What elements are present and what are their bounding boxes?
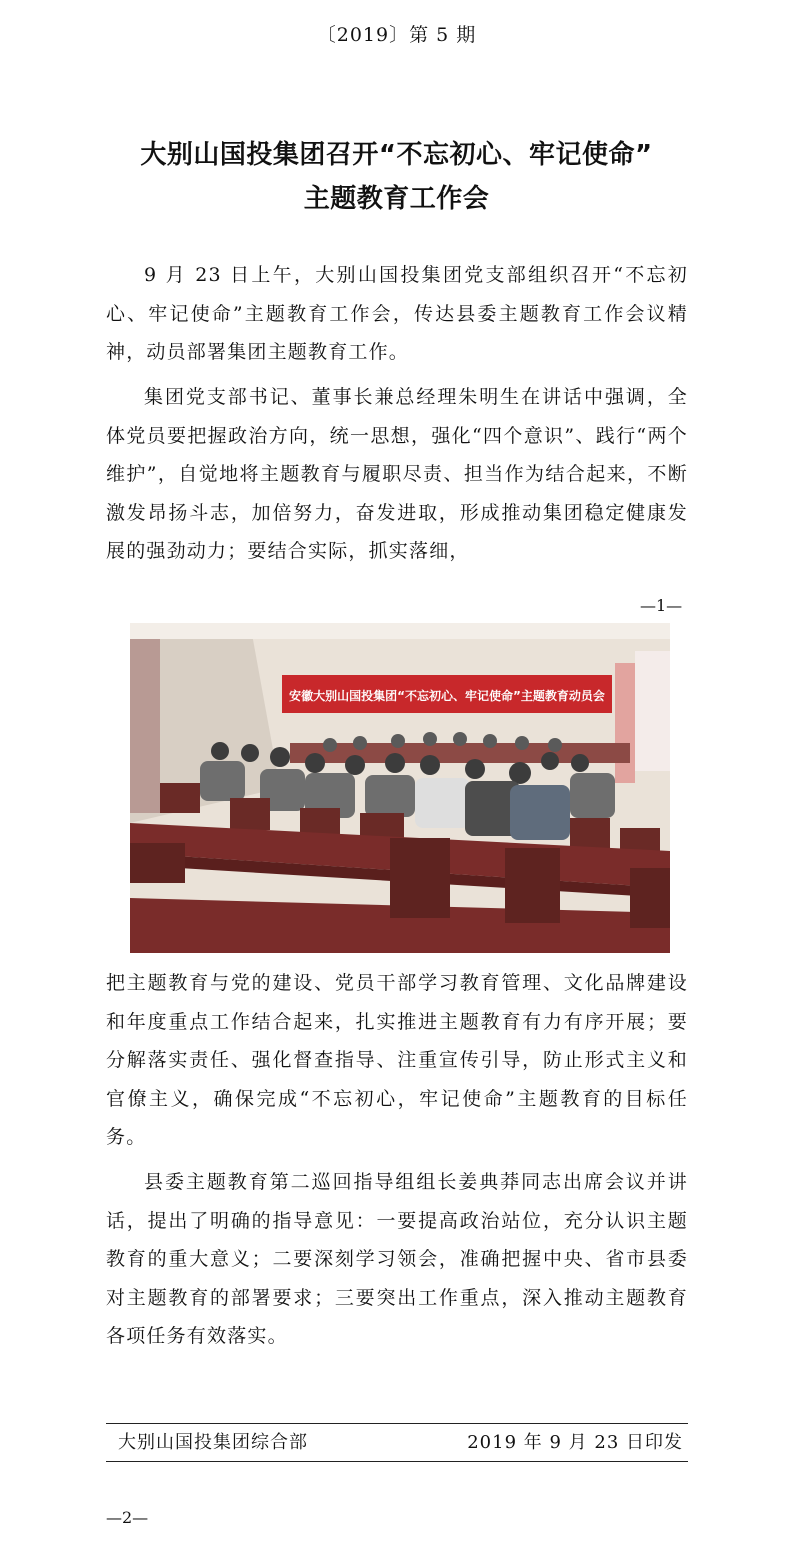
page-number-2: —2— [106,1508,149,1527]
document-title [60,133,733,221]
title-line-2: 主题教育工作会 [303,184,490,214]
paragraph-4: 县委主题教育第二巡回指导组组长姜典莽同志出席会议并讲话，提出了明确的指导意见：一要提高政治站位，充分认识主题教育的重大意义；二要深刻学习领会，准确把握中央、省市县委对主题教育的部署要求；三要突出工作重点，深入推动主题教育各项任务有效落实。 [106,1171,688,1347]
footer-issuer: 大别山国投集团综合部 [118,1432,308,1453]
issue-number: 〔2019〕第 5 期 [316,24,477,46]
footer-top-rule [106,1423,688,1424]
title-line-1: 大别山国投集团召开“不忘初心、牢记使命” [140,140,653,170]
footer-bottom-rule [106,1461,688,1462]
paragraph-2: 集团党支部书记、董事长兼总经理朱明生在讲话中强调，全体党员要把握政治方向，统一思想，强化“四个意识”、践行“两个维护”，自觉地将主题教育与履职尽责、担当作为结合起来，不断激发昂扬斗志，加倍努力，奋发进取，形成推动集团稳定健康发展的强劲动力；要结合实际，抓实落细， [106,386,688,562]
paragraph-1: 9 月 23 日上午，大别山国投集团党支部组织召开“不忘初心、牢记使命”主题教育工作会，传达县委主题教育工作会议精神，动员部署集团主题教育工作。 [106,264,688,363]
banner-text: 安徽大别山国投集团“不忘初心、牢记使命”主题教育动员会 [289,689,605,703]
meeting-photo [130,623,670,953]
page-number-1: —1— [640,596,683,615]
footer-date: 2019 年 9 月 23 日印发 [467,1432,683,1453]
paragraph-3: 把主题教育与党的建设、党员干部学习教育管理、文化品牌建设和年度重点工作结合起来，扎实推进主题教育有力有序开展；要分解落实责任、强化督查指导、注重宣传引导，防止形式主义和官僚主义，确保完成“不忘初心，牢记使命”主题教育的目标任务。 [106,972,688,1148]
